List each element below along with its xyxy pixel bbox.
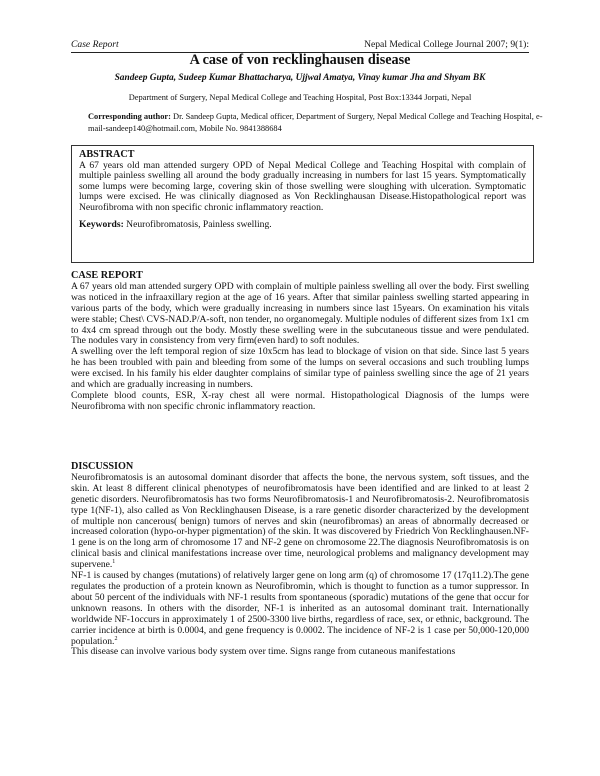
case-report-heading: CASE REPORT	[71, 270, 143, 281]
running-header	[71, 39, 529, 53]
affiliation: Department of Surgery, Nepal Medical College and Teaching Hospital, Post Box:13344 Jorpati, Nepal	[128, 93, 472, 102]
abstract-heading: ABSTRACT	[79, 149, 135, 160]
case-paragraph: A swelling over the left temporal region of size 10x5cm has lead to blockage of vision on that side. Since last 5 years he has been troubled with pain and bleeding from some of the lumps on several occasions and such troubling lumps were excised. In his family his elder daughter complains of similar type of painless swelling since the age of 21 years and which are gradually increasing in numbers.	[71, 346, 529, 391]
discussion-paragraph	[71, 571, 529, 647]
corresponding-label: Corresponding author:	[88, 112, 171, 121]
abstract-box	[71, 145, 534, 263]
case-paragraph: Complete blood counts, ESR, X-ray chest all were normal. Histopathological Diagnosis of the lumps were Neurofibroma with non specific chronic inflammatory reaction.	[71, 389, 529, 412]
article-type: Case Report	[71, 39, 119, 50]
corresponding-author	[88, 111, 548, 135]
journal-citation: Nepal Medical College Journal 2007; 9(1):	[364, 39, 529, 50]
discussion-paragraph-text: Neurofibromatosis is an autosomal dominant disorder that affects the bone, the nervous system, soft tissues, and the skin. At least 8 different clinical phenotypes of neurofibromatosis have been identified and are linked to at least 2 genetic disorders. Neurofibromatosis has two forms Neurofibromatosis-1 and Neurofibromatosis-2. Neurofibromatosis type 1(NF-1), also called as Von Recklinghausen Disease, is a rare genetic disorder characterized by the development of multiple non cancerous( benign) tumors of nerves and skin (neurofibromas) an areas of abnormally decreased or increased coloration (hypo-or-hyper pigmentation) of the skin. It was discovered by Friedrich Von Recklinghausen.NF-1 gene is on the long arm of chromosome 17 and NF-2 gene on chromosome 22.The diagnosis Neurofibromatosis is on clinical basis and clinical manifestations increase over time, neurological problems and malignancy development may supervene.	[71, 471, 529, 571]
discussion-section	[71, 462, 529, 658]
corresponding-text: Dr. Sandeep Gupta, Medical officer, Department of Surgery, Nepal Medical College and Teaching Hospital, e-mail-sandeep140@hotmail.com, Mobile No. 9841388684	[88, 112, 543, 133]
discussion-paragraph: This disease can involve various body system over time. Signs range from cutaneous manifestations	[71, 646, 456, 658]
discussion-paragraph	[71, 473, 529, 571]
discussion-heading: DISCUSSION	[71, 461, 134, 472]
keywords-label: Keywords:	[79, 219, 124, 230]
case-report-section	[71, 271, 529, 413]
discussion-paragraph-text: NF-1 is caused by changes (mutations) of relatively larger gene on long arm (q) of chromosome 17 (17q11.2).The gene regulates the production of a protein known as Neurofibromin, which is thought to function as a tumor suppressor. In about 50 percent of the individuals with NF-1 results from spontaneous (sporadic) mutations of the gene that occur for unknown reasons. In others with the disorder, NF-1 is inherited as an autosomal dominant trait. Internationally worldwide NF-1occurs in approximately 1 of 2500-3300 live births, regardless of race, sex, or ethnic, background. The carrier incidence at birth is 0.0004, and gene frequency is 0.0002. The incidence of NF-2 is 1 case per 50,000-120,000 population.	[71, 570, 529, 647]
keywords	[79, 220, 526, 231]
case-paragraph: A 67 years old man attended surgery OPD with complain of multiple painless swelling all over the body. First swelling was noticed in the infraaxillary region at the age of 16 years. After that similar painless swelling started appearing in various parts of the body, which were gradually increasing in numbers since last 15years. On examination his vitals were stable; Chest\ CVS-NAD.P/A-soft, non tender, no organomegaly. Multiple nodules of different sizes from 1x1 cm to 4x4 cm spread through out the body. Mostly these swelling were in the subcutaneous tissue and were pendulated. The nodules vary in consistency from very firm(even hard) to soft nodules.	[71, 280, 529, 347]
abstract-body: A 67 years old man attended surgery OPD of Nepal Medical College and Teaching Hospital with complain of multiple painless swelling all around the body gradually increasing in numbers for last 15 years. Symptomatically some lumps were becoming large, covering skin of those swelling were sloughing with ulceration. Symptomatic lumps were excised. He was clinically diagnosed as Von Recklinghausan Disease.Histopathological report was Neurofibroma with non specific chronic inflammatory reaction.	[79, 159, 526, 213]
keywords-text: Neurofibromatosis, Painless swelling.	[123, 219, 272, 230]
author-list: Sandeep Gupta, Sudeep Kumar Bhattacharya, Ujjwal Amatya, Vinay kumar Jha and Shyam BK	[114, 73, 486, 83]
reference-marker: 2	[114, 635, 118, 642]
article-title: A case of von recklinghausen disease	[189, 52, 411, 68]
reference-marker: 1	[112, 558, 116, 565]
